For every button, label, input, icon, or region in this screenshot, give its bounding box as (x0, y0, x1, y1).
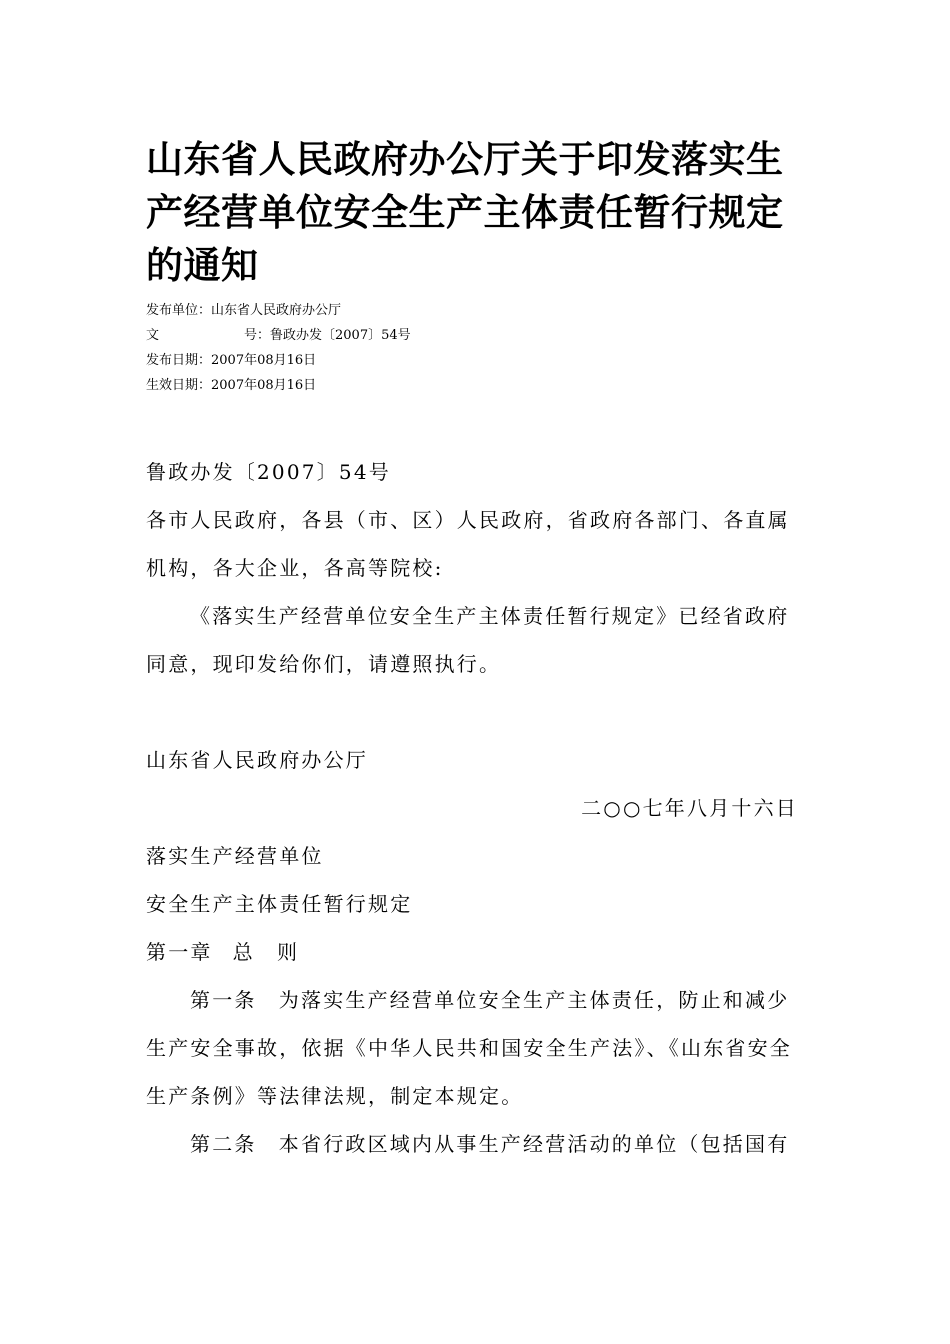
meta-docno-label-b: 号： (244, 328, 271, 343)
meta-effdate-value: 2007年08月16日 (211, 378, 317, 393)
meta-publisher (146, 298, 411, 323)
signature: 山东省人民政府办公厅 (146, 748, 368, 772)
meta-docno-label-a: 文 (146, 328, 160, 343)
article-2: 第二条 本省行政区域内从事生产经营活动的单位（包括国有 (190, 1132, 790, 1156)
spacer (146, 688, 798, 736)
meta-pubdate-value: 2007年08月16日 (211, 353, 317, 368)
chapter-heading (146, 928, 798, 976)
rule-title-line2: 安全生产主体责任暂行规定 (146, 892, 413, 916)
rule-title-line1: 落实生产经营单位 (146, 844, 324, 868)
meta-effdate-label: 生效日期： (146, 378, 212, 393)
meta-effdate (146, 373, 411, 398)
meta-pubdate-label: 发布日期： (146, 353, 212, 368)
meta-publisher-value: 山东省人民政府办公厅 (211, 303, 342, 318)
meta-pubdate (146, 348, 411, 373)
chapter-name: 总 则 (232, 940, 300, 964)
meta-docno (146, 323, 411, 348)
addressees: 各市人民政府，各县（市、区）人民政府，省政府各部门、各直属机构，各大企业，各高等院校: (146, 508, 790, 580)
meta-docno-value: 鲁政办发〔2007〕54号 (270, 328, 411, 343)
issue-date: 二○○七年八月十六日 (581, 796, 798, 820)
chapter-number: 第一章 (146, 940, 213, 964)
document-body (146, 448, 798, 1168)
document-meta (146, 298, 411, 398)
meta-publisher-label: 发布单位： (146, 303, 212, 318)
document-title: 山东省人民政府办公厅关于印发落实生产经营单位安全生产主体责任暂行规定的通知 (146, 138, 784, 287)
notice-paragraph: 《落实生产经营单位安全生产主体责任暂行规定》已经省政府同意，现印发给你们，请遵照执行。 (146, 604, 790, 676)
article-1: 第一条 为落实生产经营单位安全生产主体责任，防止和减少生产安全事故，依据《中华人民共和国安全生产法》、《山东省安全生产条例》等法律法规，制定本规定。 (146, 988, 792, 1108)
doc-number: 鲁政办发〔2007〕54号 (146, 460, 391, 484)
